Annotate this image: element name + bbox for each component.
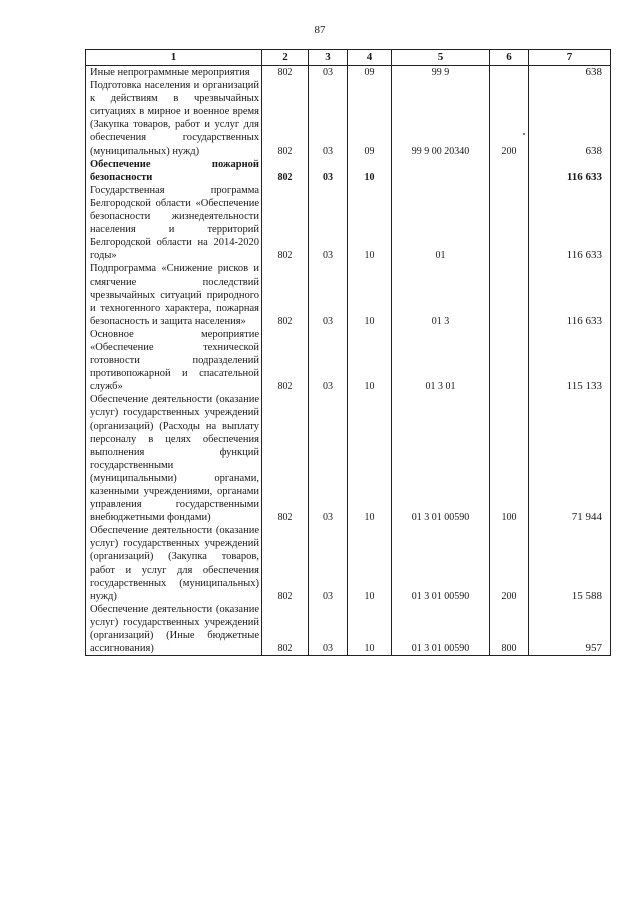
page-number: 87 xyxy=(314,24,326,36)
row-csr: 01 3 01 00590 xyxy=(392,393,490,524)
row-ved: 802 xyxy=(262,184,309,263)
row-vr: 200 xyxy=(490,524,529,603)
table-row xyxy=(86,524,611,603)
row-csr: 99 9 00 20340 xyxy=(392,79,490,158)
row-ved: 802 xyxy=(262,603,309,656)
row-name: Обеспечение пожарной безопасности xyxy=(86,158,262,184)
row-ved: 802 xyxy=(262,262,309,327)
row-pr: 10 xyxy=(348,184,392,263)
table-row xyxy=(86,603,611,656)
row-rz: 03 xyxy=(309,328,348,393)
row-pr: 10 xyxy=(348,262,392,327)
header-cell-2: 2 xyxy=(262,50,309,66)
row-ved: 802 xyxy=(262,393,309,524)
row-rz: 03 xyxy=(309,66,348,80)
table-row xyxy=(86,66,611,80)
row-rz: 03 xyxy=(309,79,348,158)
row-ved: 802 xyxy=(262,328,309,393)
row-name: Обеспечение деятельности (оказание услуг) государственных учреждений (организаций) (Расходы на выплату персоналу в целях обеспечения выполнения функций государственными (муниципальными) органами, казенными учреждениями, органами управления государственными внебюджетными фондами) xyxy=(86,393,262,524)
row-rz: 03 xyxy=(309,393,348,524)
row-rz: 03 xyxy=(309,158,348,184)
row-vr xyxy=(490,66,529,80)
header-cell-7: 7 xyxy=(529,50,611,66)
table-row xyxy=(86,158,611,184)
row-pr: 10 xyxy=(348,328,392,393)
row-name: Государственная программа Белгородской области «Обеспечение безопасности жизнедеятельности населения и территорий Белгородской области на 2014-2020 годы» xyxy=(86,184,262,263)
header-cell-4: 4 xyxy=(348,50,392,66)
row-pr: 09 xyxy=(348,79,392,158)
row-ved: 802 xyxy=(262,66,309,80)
row-csr xyxy=(392,158,490,184)
row-pr: 10 xyxy=(348,158,392,184)
row-name: Обеспечение деятельности (оказание услуг) государственных учреждений (организаций) (Закупка товаров, работ и услуг для обеспечения государственных (муниципальных) нужд) xyxy=(86,524,262,603)
row-rz: 03 xyxy=(309,262,348,327)
row-ved: 802 xyxy=(262,158,309,184)
row-name: Подпрограмма «Снижение рисков и смягчение последствий чрезвычайных ситуаций природного и техногенного характера, пожарная безопасность и защита населения» xyxy=(86,262,262,327)
row-name: Обеспечение деятельности (оказание услуг) государственных учреждений (организаций) (Иные бюджетные ассигнования) xyxy=(86,603,262,656)
row-name: Основное мероприятие «Обеспечение технической готовности подразделений противопожарной и спасательной служб» xyxy=(86,328,262,393)
row-pr: 10 xyxy=(348,603,392,656)
header-cell-6: 6 xyxy=(490,50,529,66)
row-pr: 10 xyxy=(348,393,392,524)
header-row xyxy=(86,50,611,66)
row-csr: 01 3 01 00590 xyxy=(392,603,490,656)
row-name: Подготовка населения и организаций к действиям в чрезвычайных ситуациях в мирное и военное время (Закупка товаров, работ и услуг для обеспечения государственных (муниципальных) нужд) xyxy=(86,79,262,158)
table-row xyxy=(86,262,611,327)
header-cell-3: 3 xyxy=(309,50,348,66)
row-sum: 116 633 xyxy=(529,184,611,263)
row-sum: 15 588 xyxy=(529,524,611,603)
row-vr xyxy=(490,158,529,184)
row-csr: 99 9 xyxy=(392,66,490,80)
row-vr: 100 xyxy=(490,393,529,524)
row-sum: 957 xyxy=(529,603,611,656)
row-name: Иные непрограммные мероприятия xyxy=(86,66,262,80)
row-pr: 09 xyxy=(348,66,392,80)
row-csr: 01 3 01 00590 xyxy=(392,524,490,603)
row-csr: 01 3 xyxy=(392,262,490,327)
row-vr xyxy=(490,184,529,263)
row-csr: 01 xyxy=(392,184,490,263)
row-vr: 200 xyxy=(490,79,529,158)
header-cell-5: 5 xyxy=(392,50,490,66)
row-vr xyxy=(490,328,529,393)
row-sum: 116 633 xyxy=(529,158,611,184)
row-rz: 03 xyxy=(309,184,348,263)
row-sum: 638 xyxy=(529,66,611,80)
row-vr: 800 xyxy=(490,603,529,656)
row-rz: 03 xyxy=(309,524,348,603)
row-rz: 03 xyxy=(309,603,348,656)
table-row xyxy=(86,328,611,393)
row-ved: 802 xyxy=(262,79,309,158)
row-sum: 115 133 xyxy=(529,328,611,393)
header-cell-1: 1 xyxy=(86,50,262,66)
row-sum: 71 944 xyxy=(529,393,611,524)
table-row xyxy=(86,184,611,263)
row-vr xyxy=(490,262,529,327)
row-ved: 802 xyxy=(262,524,309,603)
row-sum: 116 633 xyxy=(529,262,611,327)
table-row xyxy=(86,393,611,524)
row-pr: 10 xyxy=(348,524,392,603)
table-row xyxy=(86,79,611,158)
row-csr: 01 3 01 xyxy=(392,328,490,393)
row-sum: 638 xyxy=(529,79,611,158)
budget-table xyxy=(85,49,611,656)
